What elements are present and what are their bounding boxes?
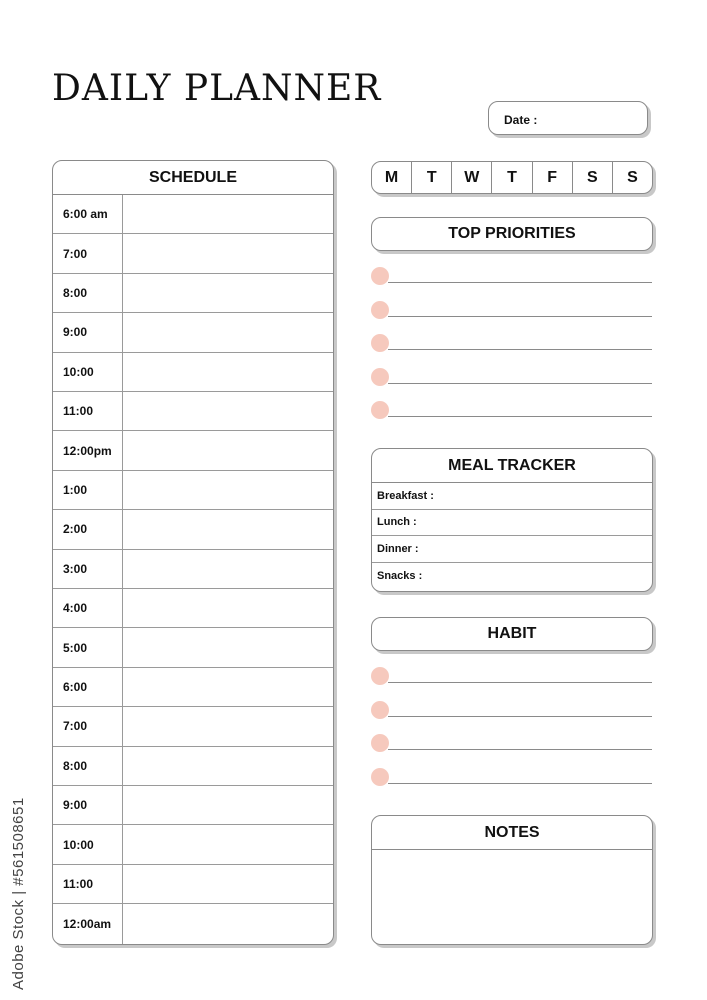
schedule-time: 5:00 — [63, 640, 88, 655]
schedule-time: 6:00 — [63, 679, 88, 694]
schedule-time: 1:00 — [63, 482, 88, 497]
priority-line[interactable] — [388, 282, 652, 283]
habit-checkbox[interactable] — [371, 734, 389, 752]
schedule-time: 8:00 — [63, 285, 88, 300]
schedule-row[interactable] — [53, 589, 333, 628]
schedule-divider — [122, 707, 123, 745]
schedule-row[interactable] — [53, 904, 333, 943]
day-4[interactable]: F — [533, 162, 573, 193]
schedule-row[interactable] — [53, 825, 333, 864]
meal-row[interactable]: Dinner : — [372, 536, 652, 563]
date-label: Date : — [504, 113, 538, 127]
day-0[interactable]: M — [372, 162, 412, 193]
schedule-time: 10:00 — [63, 837, 94, 852]
priority-checkbox[interactable] — [371, 401, 389, 419]
notes-section[interactable] — [371, 815, 653, 945]
weekday-selector — [371, 161, 653, 194]
date-field[interactable] — [488, 101, 648, 135]
schedule-row[interactable] — [53, 234, 333, 273]
day-2[interactable]: W — [452, 162, 492, 193]
stock-watermark: Adobe Stock | #561508651 — [10, 797, 27, 990]
schedule-row[interactable] — [53, 313, 333, 352]
habit-line[interactable] — [388, 716, 652, 717]
day-3[interactable]: T — [492, 162, 532, 193]
schedule-time: 3:00 — [63, 561, 88, 576]
schedule-row[interactable] — [53, 274, 333, 313]
schedule-divider — [122, 234, 123, 272]
schedule-time: 7:00 — [63, 719, 88, 734]
schedule-time: 12:00pm — [63, 443, 112, 458]
schedule-divider — [122, 589, 123, 627]
top-priorities-header: TOP PRIORITIES — [371, 217, 653, 251]
meal-tracker-section — [371, 448, 653, 592]
schedule-row[interactable] — [53, 628, 333, 667]
habit-line[interactable] — [388, 749, 652, 750]
schedule-row[interactable] — [53, 353, 333, 392]
day-5[interactable]: S — [573, 162, 613, 193]
schedule-section — [52, 160, 334, 945]
meal-tracker-header: MEAL TRACKER — [372, 449, 652, 483]
schedule-divider — [122, 392, 123, 430]
schedule-row[interactable] — [53, 392, 333, 431]
schedule-time: 2:00 — [63, 522, 88, 537]
page-title: DAILY PLANNER — [52, 68, 382, 109]
habit-line[interactable] — [388, 682, 652, 683]
priority-checkbox[interactable] — [371, 334, 389, 352]
schedule-row[interactable] — [53, 510, 333, 549]
schedule-row[interactable] — [53, 865, 333, 904]
schedule-header: SCHEDULE — [53, 161, 333, 195]
priority-line[interactable] — [388, 349, 652, 350]
schedule-divider — [122, 668, 123, 706]
schedule-divider — [122, 510, 123, 548]
schedule-row[interactable] — [53, 471, 333, 510]
schedule-divider — [122, 274, 123, 312]
priority-checkbox[interactable] — [371, 267, 389, 285]
priority-line[interactable] — [388, 416, 652, 417]
schedule-divider — [122, 904, 123, 943]
schedule-divider — [122, 353, 123, 391]
schedule-divider — [122, 550, 123, 588]
meal-row[interactable]: Breakfast : — [372, 483, 652, 510]
schedule-time: 10:00 — [63, 364, 94, 379]
meal-rows — [372, 483, 652, 589]
schedule-time: 8:00 — [63, 758, 88, 773]
schedule-divider — [122, 825, 123, 863]
schedule-row[interactable] — [53, 707, 333, 746]
schedule-row[interactable] — [53, 431, 333, 470]
habit-header: HABIT — [371, 617, 653, 651]
schedule-divider — [122, 195, 123, 233]
schedule-divider — [122, 628, 123, 666]
day-6[interactable]: S — [627, 169, 638, 186]
schedule-row[interactable] — [53, 747, 333, 786]
priority-line[interactable] — [388, 383, 652, 384]
schedule-divider — [122, 747, 123, 785]
meal-row[interactable]: Snacks : — [377, 569, 423, 582]
schedule-time: 7:00 — [63, 246, 88, 261]
schedule-time: 11:00 — [63, 876, 94, 891]
habit-checkbox[interactable] — [371, 667, 389, 685]
day-1[interactable]: T — [412, 162, 452, 193]
schedule-time: 6:00 am — [63, 207, 108, 222]
priority-checkbox[interactable] — [371, 301, 389, 319]
schedule-row[interactable] — [53, 195, 333, 234]
schedule-divider — [122, 865, 123, 903]
meal-row[interactable]: Lunch : — [372, 510, 652, 537]
schedule-time: 4:00 — [63, 601, 88, 616]
schedule-divider — [122, 471, 123, 509]
schedule-row[interactable] — [53, 786, 333, 825]
schedule-time: 12:00am — [63, 916, 112, 931]
schedule-rows — [53, 195, 333, 944]
schedule-divider — [122, 313, 123, 351]
schedule-time: 9:00 — [63, 798, 88, 813]
schedule-time: 9:00 — [63, 325, 88, 340]
habit-checkbox[interactable] — [371, 701, 389, 719]
habit-checkbox[interactable] — [371, 768, 389, 786]
schedule-row[interactable] — [53, 668, 333, 707]
notes-header: NOTES — [372, 816, 652, 850]
schedule-divider — [122, 786, 123, 824]
priority-line[interactable] — [388, 316, 652, 317]
priority-checkbox[interactable] — [371, 368, 389, 386]
schedule-time: 11:00 — [63, 404, 94, 419]
schedule-row[interactable] — [53, 550, 333, 589]
habit-line[interactable] — [388, 783, 652, 784]
schedule-divider — [122, 431, 123, 469]
